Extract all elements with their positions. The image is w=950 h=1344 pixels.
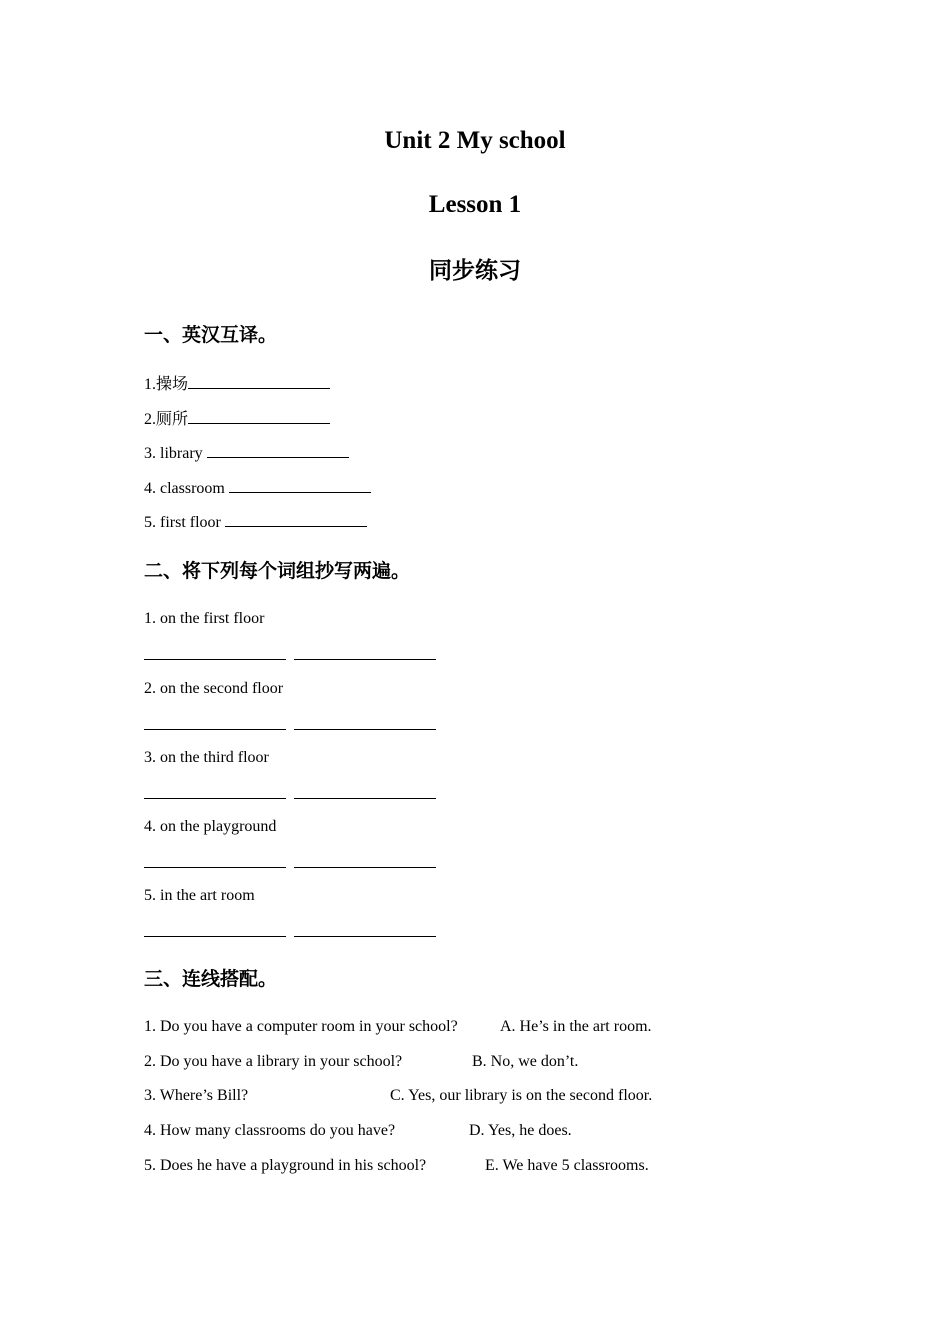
copy-phrase: 4. on the playground [144, 818, 277, 835]
answer-blank[interactable] [294, 645, 436, 660]
match-answer: D. Yes, he does. [469, 1122, 572, 1139]
copy-blanks [144, 715, 436, 736]
match-answer: C. Yes, our library is on the second floor. [390, 1087, 653, 1104]
match-answer: B. No, we don’t. [472, 1053, 579, 1070]
match-question: 3. Where’s Bill? [144, 1087, 249, 1104]
section1-heading: 一、英汉互译。 [144, 324, 278, 346]
answer-blank[interactable] [229, 478, 371, 493]
translation-item-text: 5. first floor [144, 514, 221, 531]
page-subtitle: 同步练习 [429, 258, 521, 284]
answer-blank[interactable] [294, 922, 436, 937]
translation-item-text: 2.厕所 [144, 411, 189, 428]
copy-blanks [144, 784, 436, 805]
answer-blank[interactable] [144, 922, 286, 937]
copy-phrase: 1. on the first floor [144, 610, 265, 627]
section3-heading: 三、连线搭配。 [144, 968, 278, 990]
answer-blank[interactable] [225, 512, 367, 527]
answer-blank[interactable] [144, 853, 286, 868]
copy-phrase: 5. in the art room [144, 887, 255, 904]
copy-phrase: 2. on the second floor [144, 680, 284, 697]
match-question: 4. How many classrooms do you have? [144, 1122, 396, 1139]
translation-item-text: 3. library [144, 445, 203, 462]
translation-item [144, 374, 330, 395]
copy-blanks [144, 853, 436, 874]
lesson-title: Lesson 1 [428, 191, 522, 218]
copy-blanks [144, 922, 436, 943]
answer-blank[interactable] [188, 409, 330, 424]
section2-heading: 二、将下列每个词组抄写两遍。 [144, 560, 411, 582]
answer-blank[interactable] [207, 443, 349, 458]
answer-blank[interactable] [294, 853, 436, 868]
answer-blank[interactable] [144, 715, 286, 730]
copy-phrase: 3. on the third floor [144, 749, 269, 766]
answer-blank[interactable] [294, 784, 436, 799]
translation-item-text: 1.操场 [144, 376, 189, 393]
match-answer: E. We have 5 classrooms. [485, 1157, 649, 1174]
translation-item [144, 512, 367, 533]
answer-blank[interactable] [188, 374, 330, 389]
translation-item [144, 443, 349, 464]
answer-blank[interactable] [144, 645, 286, 660]
page-title: Unit 2 My school [384, 127, 566, 154]
match-answer: A. He’s in the art room. [500, 1018, 652, 1035]
match-question: 5. Does he have a playground in his school? [144, 1157, 427, 1174]
answer-blank[interactable] [144, 784, 286, 799]
translation-item [144, 478, 371, 499]
answer-blank[interactable] [294, 715, 436, 730]
match-question: 2. Do you have a library in your school? [144, 1053, 403, 1070]
translation-item [144, 409, 330, 430]
copy-blanks [144, 645, 436, 666]
match-question: 1. Do you have a computer room in your school? [144, 1018, 458, 1035]
translation-item-text: 4. classroom [144, 480, 225, 497]
